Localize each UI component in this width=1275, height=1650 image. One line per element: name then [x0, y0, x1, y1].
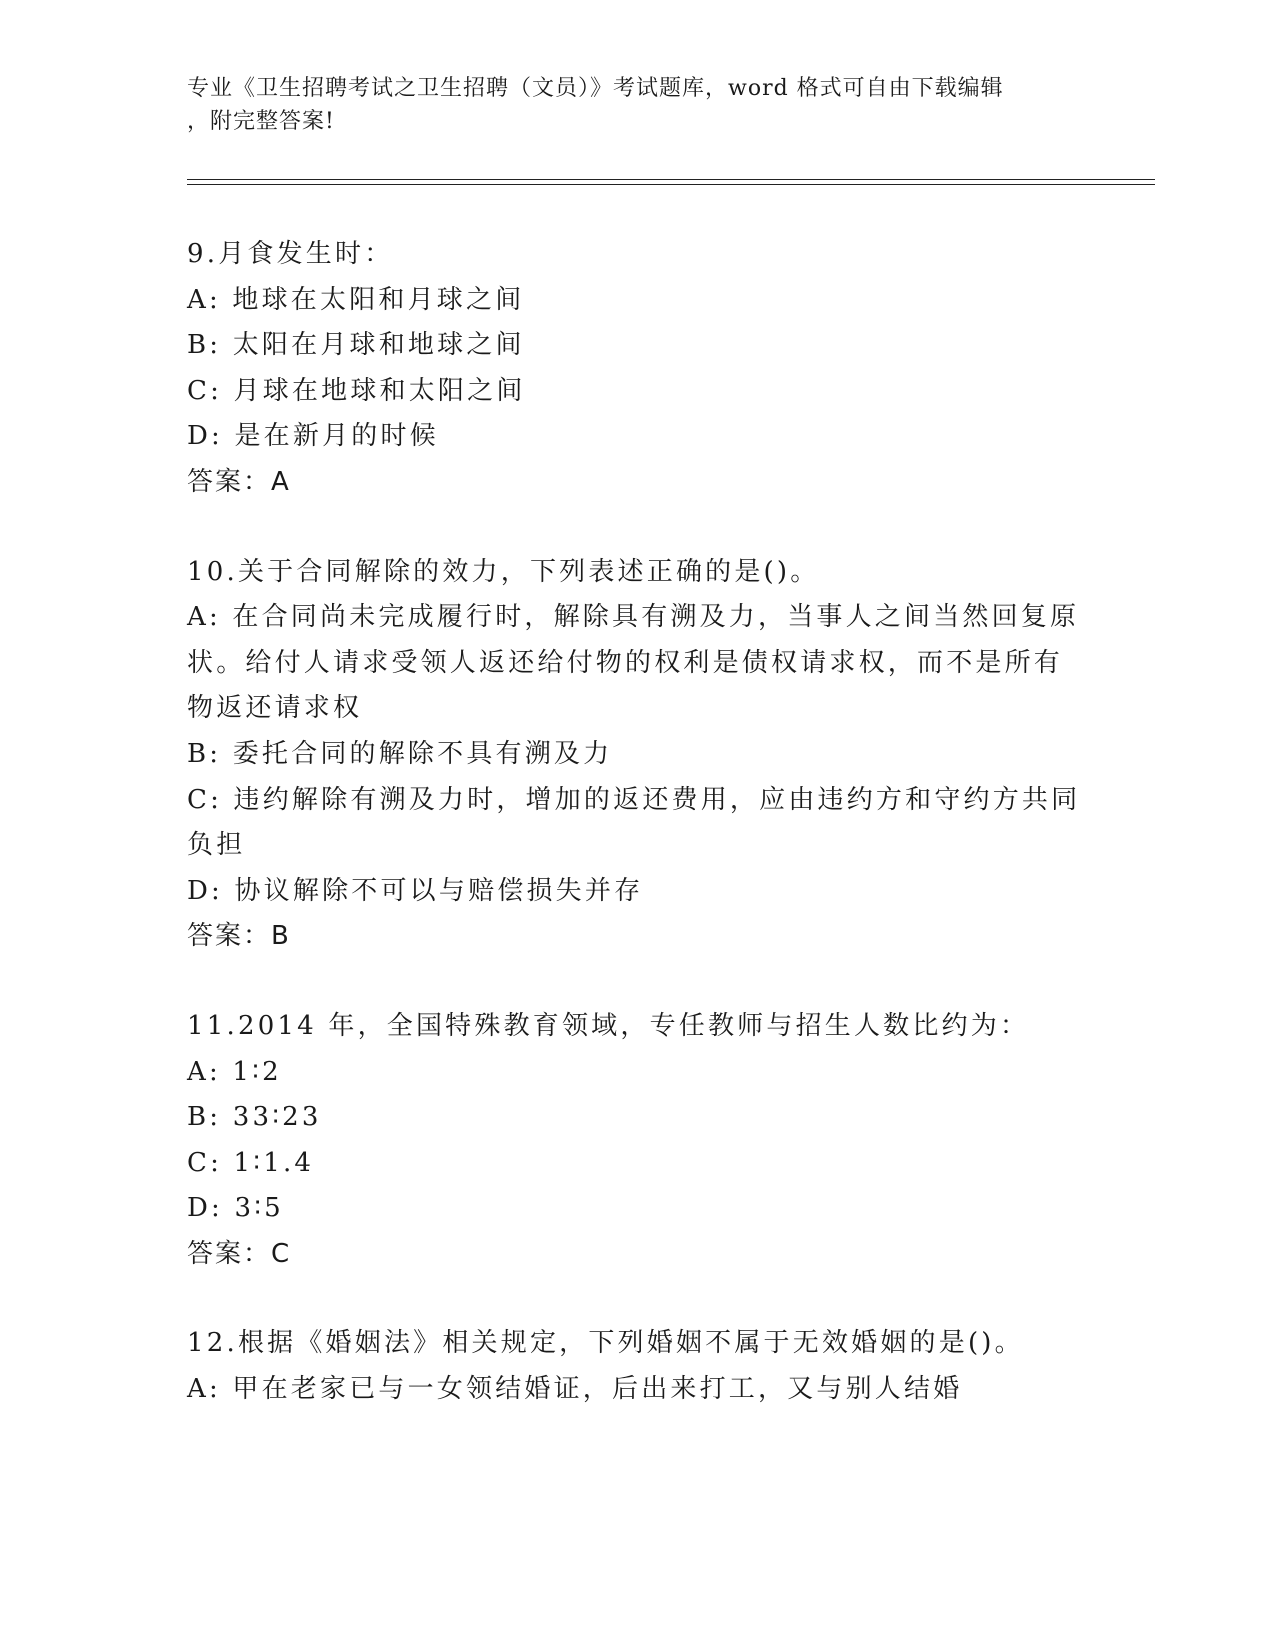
question-11 [187, 1004, 1087, 1278]
question-9 [187, 232, 1087, 506]
option-d: D: 协议解除不可以与赔偿损失并存 [187, 875, 644, 906]
header-line-2: ，附完整答案! [187, 109, 335, 134]
question-stem: 9.月食发生时： [187, 239, 394, 269]
header-rule-bottom [187, 184, 1155, 185]
answer-label: 答案：B [187, 921, 291, 952]
question-stem: 10.关于合同解除的效力，下列表述正确的是()。 [187, 556, 820, 587]
option-a: A: 地球在太阳和月球之间 [187, 284, 525, 315]
option-b: B: 33∶23 [187, 1102, 322, 1133]
option-a: A: 1∶2 [187, 1056, 282, 1087]
option-c: C: 月球在地球和太阳之间 [187, 375, 526, 406]
option-c: C: 1∶1.4 [187, 1147, 315, 1178]
option-d: D: 3∶5 [187, 1193, 284, 1224]
answer-label: 答案：A [187, 466, 291, 497]
option-c: C: 违约解除有溯及力时，增加的返还费用，应由违约方和守约方共同负担 [187, 784, 1081, 861]
question-12 [187, 1321, 1087, 1412]
header-rule-top [187, 179, 1155, 180]
answer-label: 答案：C [187, 1238, 292, 1269]
question-stem: 11.2014 年，全国特殊教育领域，专任教师与招生人数比约为： [187, 1010, 1030, 1041]
option-a: A: 甲在老家已与一女领结婚证，后出来打工，又与别人结婚 [187, 1374, 963, 1405]
question-stem: 12.根据《婚姻法》相关规定，下列婚姻不属于无效婚姻的是()。 [187, 1328, 1024, 1359]
document-header [187, 72, 1087, 138]
option-b: B: 委托合同的解除不具有溯及力 [187, 738, 613, 769]
option-d: D: 是在新月的时候 [187, 421, 439, 452]
question-10 [187, 550, 1087, 960]
option-a: A: 在合同尚未完成履行时，解除具有溯及力，当事人之间当然回复原状。给付人请求受领人返还给付物的权利是债权请求权，而不是所有物返还请求权 [187, 602, 1080, 724]
question-list [187, 232, 1087, 1457]
header-line-1: 专业《卫生招聘考试之卫生招聘（文员）》考试题库，word 格式可自由下载编辑 [187, 76, 1004, 101]
option-b: B: 太阳在月球和地球之间 [187, 330, 525, 361]
